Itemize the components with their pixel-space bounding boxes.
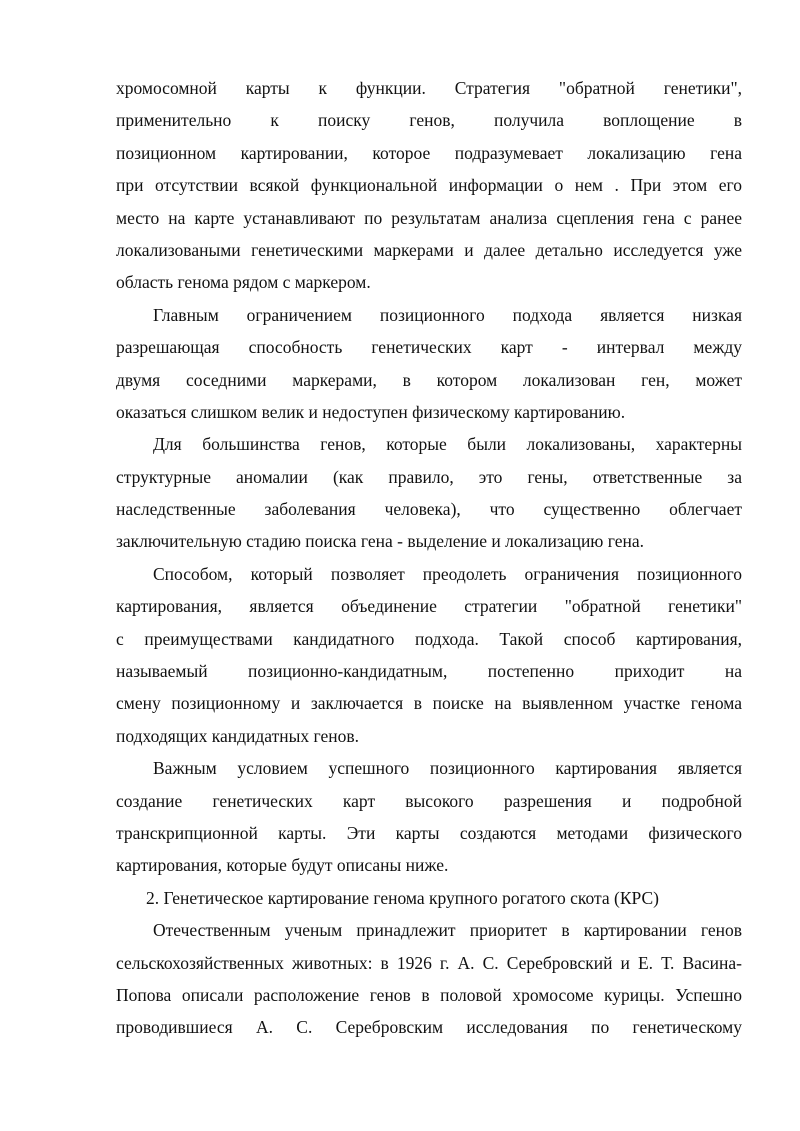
text-line: называемый позиционно-кандидатным, постепенно приходит на xyxy=(116,661,742,682)
text-line: структурные аномалии (как правило, это гены, ответственные за xyxy=(116,466,742,487)
text-line: Важным условием успешного позиционного картирования является xyxy=(153,758,742,779)
text-line: место на карте устанавливают по результатам анализа сцепления гена с ранее xyxy=(116,207,742,228)
text-line: Отечественным ученым принадлежит приоритет в картировании генов xyxy=(153,920,742,941)
text-line: Для большинства генов, которые были локализованы, характерны xyxy=(153,434,742,455)
text-line: картирования, является объединение стратегии "обратной генетики" xyxy=(116,596,742,617)
text-line: локализоваными генетическими маркерами и далее детально исследуется уже xyxy=(116,239,742,260)
text-line: картирования, которые будут описаны ниже. xyxy=(116,855,449,876)
text-line: наследственные заболевания человека), что существенно облегчает xyxy=(116,499,742,520)
paragraph-3 xyxy=(116,428,742,558)
text-line: Попова описали расположение генов в половой хромосоме курицы. Успешно xyxy=(116,984,742,1005)
text-line: подходящих кандидатных генов. xyxy=(116,725,359,746)
text-line: проводившиеся А. С. Серебровским исследования по генетическому xyxy=(116,1017,742,1038)
text-line: применительно к поиску генов, получила воплощение в xyxy=(116,110,742,131)
paragraph-6 xyxy=(116,914,742,1044)
text-line: сельскохозяйственных животных: в 1926 г. А. С. Серебровский и Е. Т. Васина- xyxy=(116,952,742,973)
text-line: при отсутствии всякой функциональной информации о нем . При этом его xyxy=(116,175,742,196)
paragraph-2 xyxy=(116,299,742,429)
text-line: заключительную стадию поиска гена - выделение и локализацию гена. xyxy=(116,531,644,552)
section-heading: 2. Генетическое картирование генома крупного рогатого скота (КРС) xyxy=(146,887,659,908)
document-page xyxy=(116,72,742,1044)
text-line: Способом, который позволяет преодолеть ограничения позиционного xyxy=(153,563,742,584)
text-line: хромосомной карты к функции. Стратегия "обратной генетики", xyxy=(116,78,742,98)
text-line: Главным ограничением позиционного подхода является низкая xyxy=(153,304,742,325)
text-line: транскрипционной карты. Эти карты создаются методами физического xyxy=(116,822,742,843)
paragraph-5 xyxy=(116,752,742,882)
text-line: оказаться слишком велик и недоступен физическому картированию. xyxy=(116,401,626,422)
paragraph-4 xyxy=(116,558,742,752)
text-line: смену позиционному и заключается в поиске на выявленном участке генома xyxy=(116,693,742,714)
text-line: двумя соседними маркерами, в котором локализован ген, может xyxy=(116,369,742,390)
paragraph-1 xyxy=(116,72,742,299)
text-line: область генома рядом с маркером. xyxy=(116,272,371,293)
text-line: с преимуществами кандидатного подхода. Такой способ картирования, xyxy=(116,628,742,649)
text-line: разрешающая способность генетических карт - интервал между xyxy=(116,337,742,358)
text-line: позиционном картировании, которое подразумевает локализацию гена xyxy=(116,142,742,163)
text-line: создание генетических карт высокого разрешения и подробной xyxy=(116,790,742,811)
